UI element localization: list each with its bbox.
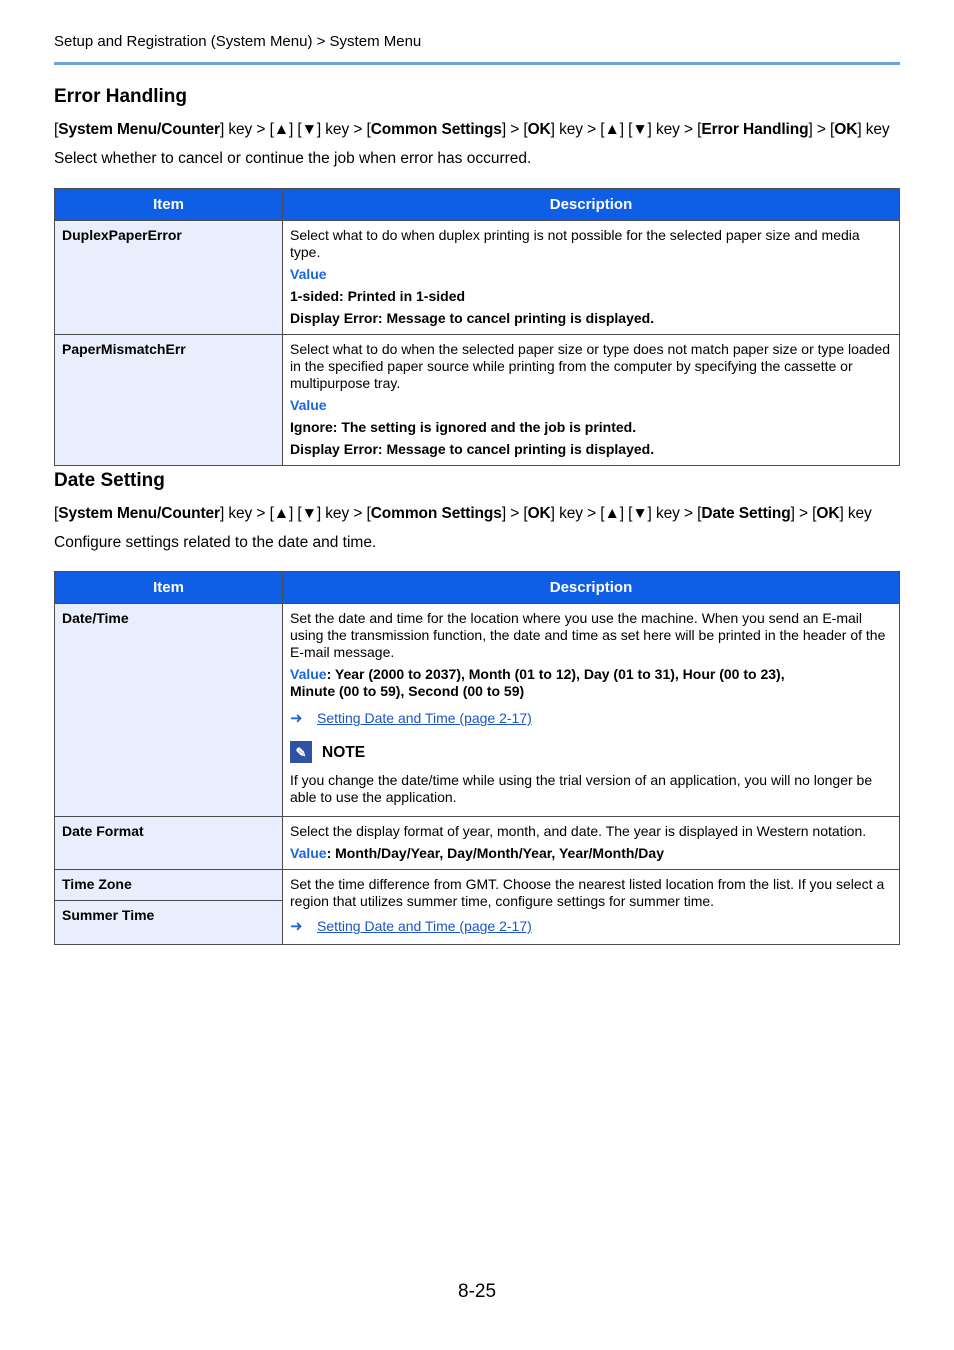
reference-link[interactable]: Setting Date and Time (page 2-17) [317,918,532,934]
table-row [55,604,900,817]
description-cell [283,604,900,817]
header-rule [54,62,900,65]
value-label: Value [290,266,327,282]
value-option: 1-sided: Printed in 1-sided [290,288,466,304]
key-name: OK [816,505,840,522]
key-path-text: ] key > [▲] [▼] key > [ [550,121,702,138]
key-path-text: ] > [ [790,505,817,522]
section-title-error-handling: Error Handling [54,86,188,107]
value-line [290,666,891,683]
key-path-error-handling [54,121,900,139]
description-text: Select what to do when the selected paper size or type does not match paper size or type loaded in the specified paper source while printing from the computer by specifying the cassette or multipurpose tray. [290,341,891,391]
description-text: Select the display format of year, month, and date. The year is displayed in Western notation. [290,823,867,839]
key-path-text: ] > [ [808,121,835,138]
key-path-text: [ [54,505,59,522]
key-path-text: ] key > [▲] [▼] key > [ [219,505,371,522]
key-name: System Menu/Counter [58,121,220,138]
table-row [55,870,900,901]
reference-link[interactable]: Setting Date and Time (page 2-17) [317,710,532,726]
item-time-zone: Time Zone [55,870,283,901]
section-title-date-setting: Date Setting [54,470,165,491]
intro-error-handling: Select whether to cancel or continue the job when error has occurred. [54,150,532,167]
key-name: Error Handling [701,121,809,138]
reference-line [290,918,891,935]
arrow-right-icon: ➜ [290,710,303,727]
value-label: Value [290,397,327,413]
key-name: System Menu/Counter [58,505,220,522]
description-text: Select what to do when duplex printing is not possible for the selected paper size and media type. [290,227,860,260]
key-name: OK [834,121,858,138]
key-path-text: ] key > [▲] [▼] key > [ [550,505,702,522]
value-option: Ignore: The setting is ignored and the job is printed. [290,419,637,435]
value-option: Display Error: Message to cancel printing is displayed. [290,441,655,457]
key-name: Common Settings [370,121,502,138]
description-cell [283,817,900,870]
item-date-time: Date/Time [55,604,283,817]
value-range: : Year (2000 to 2037), Month (01 to 12), Day (01 to 31), Hour (00 to 23), [326,666,785,682]
col-header-item: Item [55,572,283,604]
key-name: OK [527,505,551,522]
col-header-description: Description [283,572,900,604]
key-name: Date Setting [701,505,791,522]
value-label: Value [290,666,327,682]
arrow-right-icon: ➜ [290,918,303,935]
key-path-text: ] > [ [501,505,528,522]
value-label: Value [290,845,327,861]
value-range-cont: Minute (00 to 59), Second (00 to 59) [290,683,525,699]
table-row [55,221,900,335]
description-text: Set the time difference from GMT. Choose the nearest listed location from the list. If you select a region that utilizes summer time, configure settings for summer time. [290,876,885,909]
description-cell [283,221,900,335]
note-title: NOTE [322,743,366,761]
key-path-text: ] > [ [501,121,528,138]
description-cell [283,870,900,945]
col-header-description: Description [283,189,900,221]
key-path-text: ] key [839,505,872,522]
reference-line [290,710,891,727]
key-path-text: ] key > [▲] [▼] key > [ [219,121,371,138]
breadcrumb: Setup and Registration (System Menu) > System Menu [54,33,422,50]
page-number: 8-25 [458,1281,497,1302]
item-date-format: Date Format [55,817,283,870]
error-handling-table [54,188,900,466]
value-line [290,845,891,862]
key-name: OK [527,121,551,138]
value-option: Display Error: Message to cancel printing is displayed. [290,310,655,326]
key-path-date-setting [54,505,900,523]
item-summer-time: Summer Time [55,901,283,945]
note-header [290,741,891,763]
value-options: : Month/Day/Year, Day/Month/Year, Year/Month/Day [326,845,664,861]
date-setting-table [54,571,900,945]
key-name: Common Settings [370,505,502,522]
description-cell [283,335,900,466]
col-header-item: Item [55,189,283,221]
description-text: Set the date and time for the location where you use the machine. When you send an E-mail using the transmission function, the date and time as set here will be printed in the header of the E-mail message. [290,610,886,660]
note-text: If you change the date/time while using the trial version of an application, you will no longer be able to use the application. [290,772,873,805]
table-row [55,335,900,466]
item-paper-mismatch-err: PaperMismatchErr [55,335,283,466]
item-duplex-paper-error: DuplexPaperError [55,221,283,335]
key-path-text: ] key [857,121,890,138]
note-icon: ✎ [290,741,312,763]
table-row [55,817,900,870]
intro-date-setting: Configure settings related to the date and time. [54,534,377,551]
key-path-text: [ [54,121,59,138]
